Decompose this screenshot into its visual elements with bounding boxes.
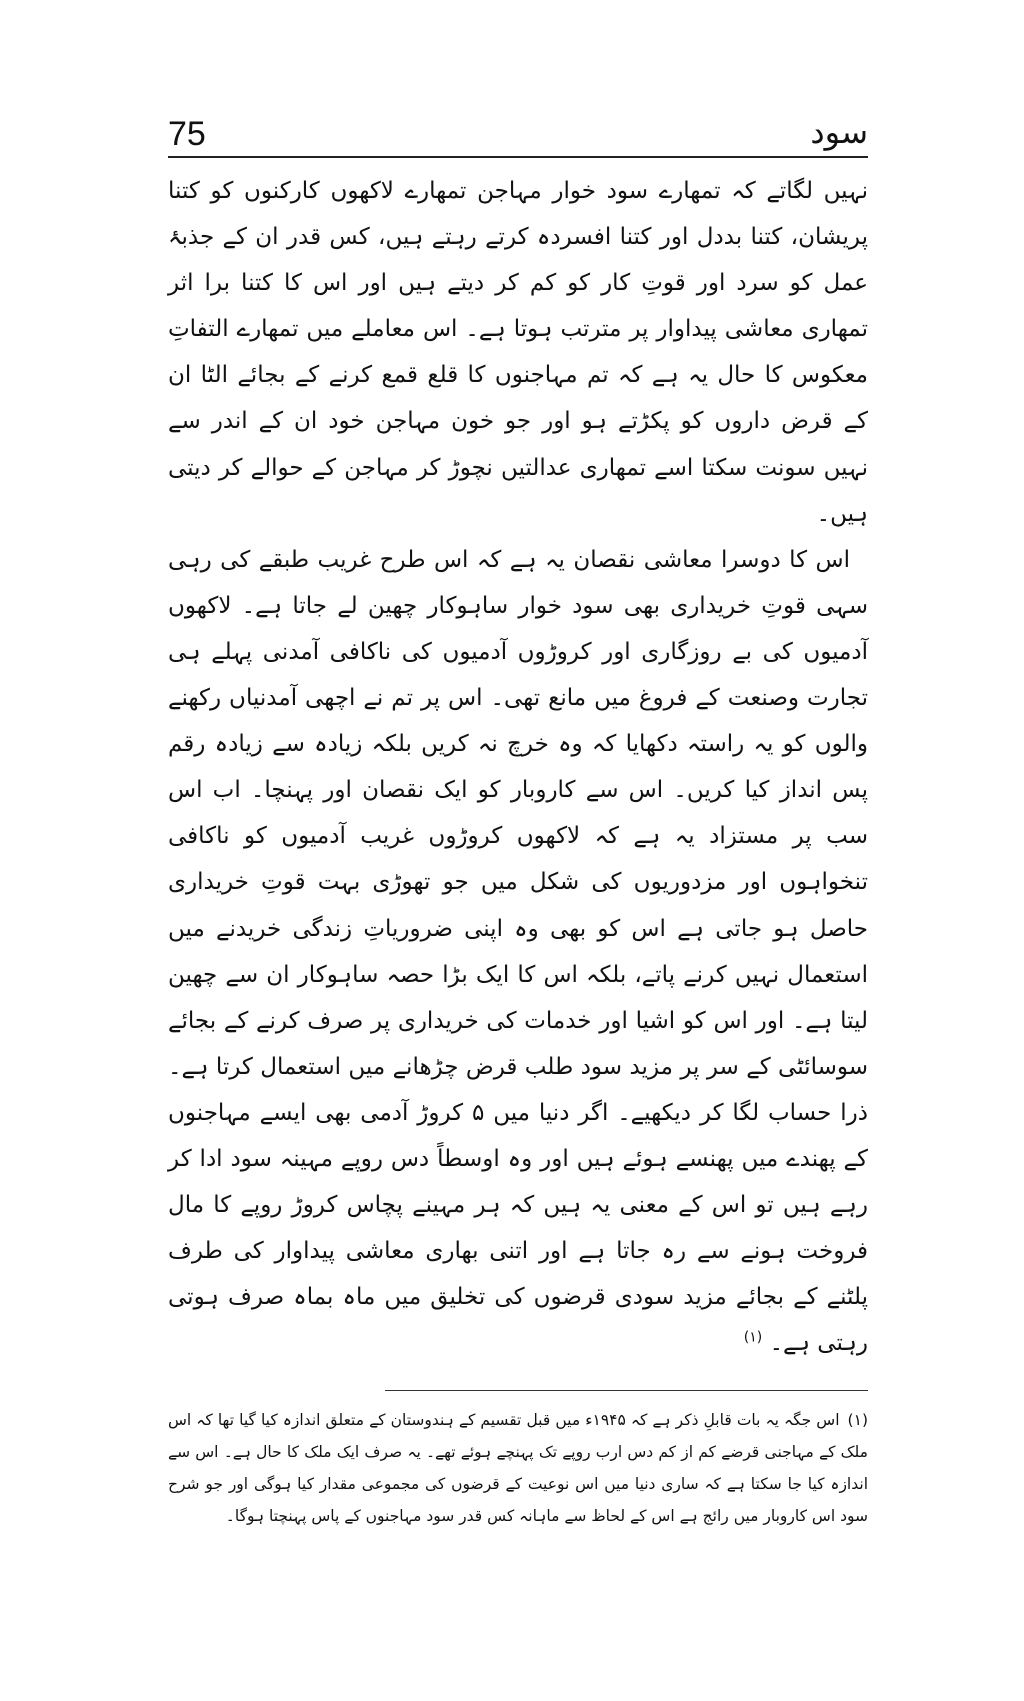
footnote-reference-marker[interactable]: (۱): [743, 1329, 763, 1346]
paragraph-2-text: اس کا دوسرا معاشی نقصان یہ ہے کہ اس طرح غریب طبقے کی رہی سہی قوتِ خریداری بھی سود خوار ساہوکار چھین لے جاتا ہے۔ لاکھوں آدمیوں کی بے روزگاری اور کروڑوں آدمیوں کی ناکافی آمدنی پہلے ہی تجارت وصنعت کے فروغ میں مانع تھی۔ اس پر تم نے اچھی آمدنیاں رکھنے والوں کو یہ راستہ دکھایا کہ وہ خرچ نہ کریں بلکہ زیادہ سے زیادہ رقم پس انداز کیا کریں۔ اس سے کاروبار کو ایک نقصان اور پہنچا۔ اب اس سب پر مستزاد یہ ہے کہ لاکھوں کروڑوں غریب آدمیوں کو ناکافی تنخواہوں اور مزدوریوں کی شکل میں جو تھوڑی بہت قوتِ خریداری حاصل ہو جاتی ہے اس کو بھی وہ اپنی ضروریاتِ زندگی خریدنے میں استعمال نہیں کرنے پاتے، بلکہ اس کا ایک بڑا حصہ ساہوکار ان سے چھین لیتا ہے۔ اور اس کو اشیا اور خدمات کی خریداری پر صرف کرنے کے بجائے سوسائٹی کے سر پر مزید سود طلب قرض چڑھانے میں استعمال کرتا ہے۔ ذرا حساب لگا کر دیکھیے۔ اگر دنیا میں ۵ کروڑ آدمی بھی ایسے مہاجنوں کے پھندے میں پھنسے ہوئے ہیں اور وہ اوسطاً دس روپے مہینہ سود ادا کر رہے ہیں تو اس کے معنی یہ ہیں کہ ہر مہینے پچاس کروڑ روپے کا مال فروخت ہونے سے رہ جاتا ہے اور اتنی بھاری معاشی پیداوار کی طرف پلٹنے کے بجائے مزید سودی قرضوں کی تخلیق میں ماہ بماہ صرف ہوتی رہتی ہے۔: [168, 546, 868, 1357]
footnote-rule: [385, 1390, 868, 1391]
footnote: [168, 1404, 868, 1532]
footnote-text: اس جگہ یہ بات قابلِ ذکر ہے کہ ۱۹۴۵ء میں قبل تقسیم کے ہندوستان کے متعلق اندازہ کیا گیا تھا کہ اس ملک کے مہاجنی قرضے کم از کم دس ارب روپے تک پہنچے ہوئے تھے۔ یہ صرف ایک ملک کا حال ہے۔ اس سے اندازہ کیا جا سکتا ہے کہ ساری دنیا میں اس نوعیت کے قرضوں کی مجموعی مقدار کیا ہوگی اور جو شرح سود اس کاروبار میں رائج ہے اس کے لحاظ سے ماہانہ کس قدر سود مہاجنوں کے پاس پہنچتا ہوگا۔: [168, 1411, 868, 1525]
paragraph-1-text: نہیں لگاتے کہ تمھارے سود خوار مہاجن تمھارے لاکھوں کارکنوں کو کتنا پریشان، کتنا بددل اور کتنا افسردہ کرتے رہتے ہیں، کس قدر ان کے جذبۂ عمل کو سرد اور قوتِ کار کو کم کر دیتے ہیں اور اس کا کتنا برا اثر تمھاری معاشی پیداوار پر مترتب ہوتا ہے۔ اس معاملے میں تمھارے التفاتِ معکوس کا حال یہ ہے کہ تم مہاجنوں کا قلع قمع کرنے کے بجائے الٹا ان کے قرض داروں کو پکڑتے ہو اور جو خون مہاجن خود ان کے اندر سے نہیں سونت سکتا اسے تمھاری عدالتیں نچوڑ کر مہاجن کے حوالے کر دیتی ہیں۔: [168, 178, 868, 527]
header-rule: [168, 156, 868, 158]
paragraph-1: [168, 168, 868, 537]
page-number: 75: [168, 115, 206, 153]
paragraph-2: [168, 537, 868, 1367]
page-header: [168, 108, 868, 158]
running-title: سود: [810, 113, 868, 151]
body-text: [168, 168, 868, 1366]
footnote-number: (۱): [847, 1411, 868, 1429]
